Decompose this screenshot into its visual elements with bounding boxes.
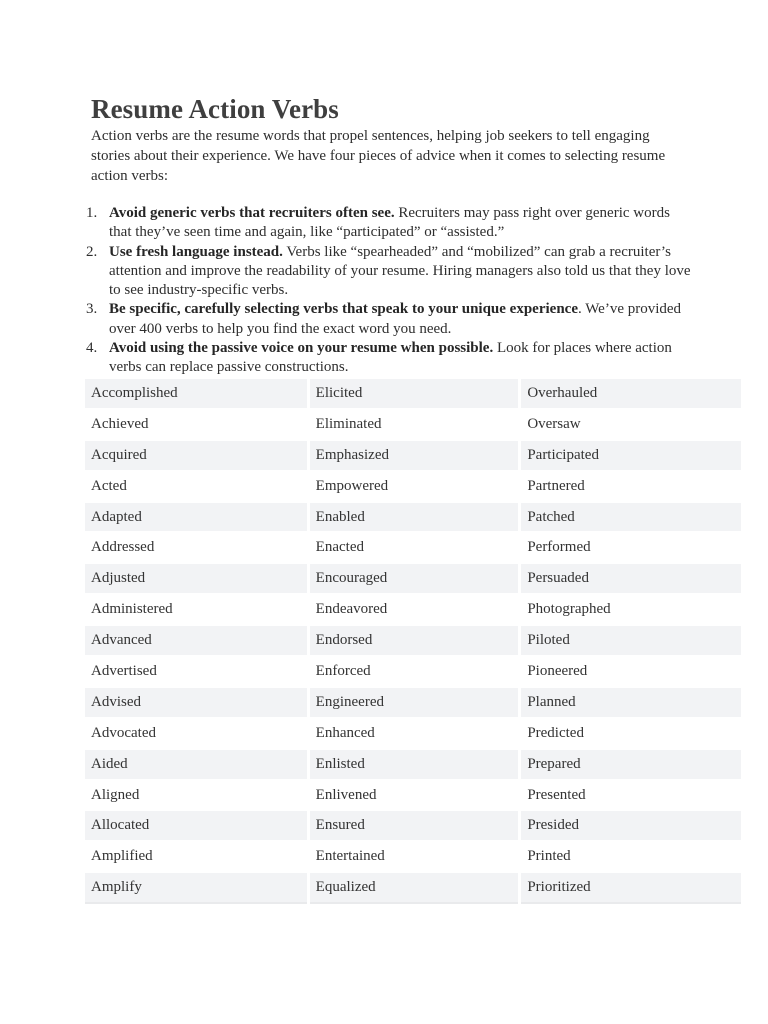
verb-cell: Predicted <box>521 719 741 750</box>
advice-list <box>86 204 691 378</box>
advice-item <box>86 204 691 243</box>
table-row <box>85 781 741 812</box>
verb-cell: Achieved <box>85 410 307 441</box>
verb-cell: Planned <box>521 688 741 719</box>
verb-cell: Oversaw <box>521 410 741 441</box>
verb-cell: Enacted <box>310 533 519 564</box>
verb-cell: Pioneered <box>521 657 741 688</box>
table-row <box>85 873 741 904</box>
verb-cell: Persuaded <box>521 564 741 595</box>
verb-cell: Enhanced <box>310 719 519 750</box>
advice-number: 2. <box>86 243 98 260</box>
advice-item <box>86 300 691 339</box>
verb-cell: Ensured <box>310 811 519 842</box>
verb-cell: Equalized <box>310 873 519 904</box>
advice-number: 4. <box>86 340 98 357</box>
advice-heading: Avoid generic verbs that recruiters often see. <box>109 205 395 221</box>
verb-cell: Partnered <box>521 472 741 503</box>
table-row <box>85 410 741 441</box>
verb-cell: Adapted <box>85 503 307 534</box>
table-row <box>85 842 741 873</box>
table-row <box>85 564 741 595</box>
verb-cell: Amplified <box>85 842 307 873</box>
verb-cell: Endorsed <box>310 626 519 657</box>
advice-heading: Use fresh language instead. <box>109 243 283 260</box>
verb-cell: Entertained <box>310 842 519 873</box>
verb-cell: Performed <box>521 533 741 564</box>
verb-cell: Photographed <box>521 595 741 626</box>
verb-cell: Presented <box>521 781 741 812</box>
advice-heading: Avoid using the passive voice on your resume when possible. <box>109 340 494 357</box>
verb-cell: Printed <box>521 842 741 873</box>
verb-cell: Acquired <box>85 441 307 472</box>
advice-text: . We’ve provided over 400 verbs to help you find the exact word you need. <box>109 301 682 337</box>
table-row <box>85 626 741 657</box>
verb-cell: Enlivened <box>310 781 519 812</box>
advice-number: 1. <box>86 205 98 221</box>
advice-text: Verbs like “spearheaded” and “mobilized” can grab a recruiter’s attention and improve the readability of your resume. Hiring managers also told us that they love to see industry-specific verbs. <box>109 243 691 299</box>
verb-cell: Aligned <box>85 781 307 812</box>
verb-cell: Elicited <box>310 379 519 410</box>
table-row <box>85 472 741 503</box>
verb-cell: Administered <box>85 595 307 626</box>
verb-cell: Endeavored <box>310 595 519 626</box>
table-row <box>85 719 741 750</box>
verb-cell: Aided <box>85 750 307 781</box>
verb-cell: Advertised <box>85 657 307 688</box>
verb-cell: Advised <box>85 688 307 719</box>
verb-cell: Prioritized <box>521 873 741 904</box>
verb-cell: Accomplished <box>85 379 307 410</box>
verb-cell: Presided <box>521 811 741 842</box>
table-row <box>85 441 741 472</box>
verbs-table-body <box>85 379 741 904</box>
verb-cell: Enlisted <box>310 750 519 781</box>
verb-cell: Empowered <box>310 472 519 503</box>
verb-cell: Acted <box>85 472 307 503</box>
verb-cell: Eliminated <box>310 410 519 441</box>
advice-number: 3. <box>86 301 98 318</box>
verb-cell: Addressed <box>85 533 307 564</box>
table-row <box>85 533 741 564</box>
advice-heading: Be specific, carefully selecting verbs that speak to your unique experience <box>109 301 578 318</box>
verb-cell: Participated <box>521 441 741 472</box>
advice-item <box>86 243 691 301</box>
table-row <box>85 379 741 410</box>
verb-cell: Engineered <box>310 688 519 719</box>
verb-cell: Enabled <box>310 503 519 534</box>
verb-cell: Advanced <box>85 626 307 657</box>
verb-cell: Patched <box>521 503 741 534</box>
verb-cell: Adjusted <box>85 564 307 595</box>
verb-cell: Overhauled <box>521 379 741 410</box>
page-title: Resume Action Verbs <box>91 94 339 124</box>
table-row <box>85 750 741 781</box>
verb-cell: Emphasized <box>310 441 519 472</box>
table-row <box>85 657 741 688</box>
action-verbs-table <box>82 379 744 904</box>
advice-text: Recruiters may pass right over generic words that they’ve seen time and again, like “participated” or “assisted.” <box>109 205 670 241</box>
verb-cell: Prepared <box>521 750 741 781</box>
verb-cell: Amplify <box>85 873 307 904</box>
table-row <box>85 595 741 626</box>
advice-text: Look for places where action verbs can replace passive constructions. <box>109 340 672 376</box>
table-row <box>85 688 741 719</box>
table-row <box>85 503 741 534</box>
intro-paragraph: Action verbs are the resume words that propel sentences, helping job seekers to tell engaging stories about their experience. We have four pieces of advice when it comes to selecting resume action verbs: <box>91 128 666 184</box>
verb-cell: Piloted <box>521 626 741 657</box>
advice-item <box>86 339 691 378</box>
verb-cell: Advocated <box>85 719 307 750</box>
verb-cell: Allocated <box>85 811 307 842</box>
verb-cell: Encouraged <box>310 564 519 595</box>
table-row <box>85 811 741 842</box>
verb-cell: Enforced <box>310 657 519 688</box>
